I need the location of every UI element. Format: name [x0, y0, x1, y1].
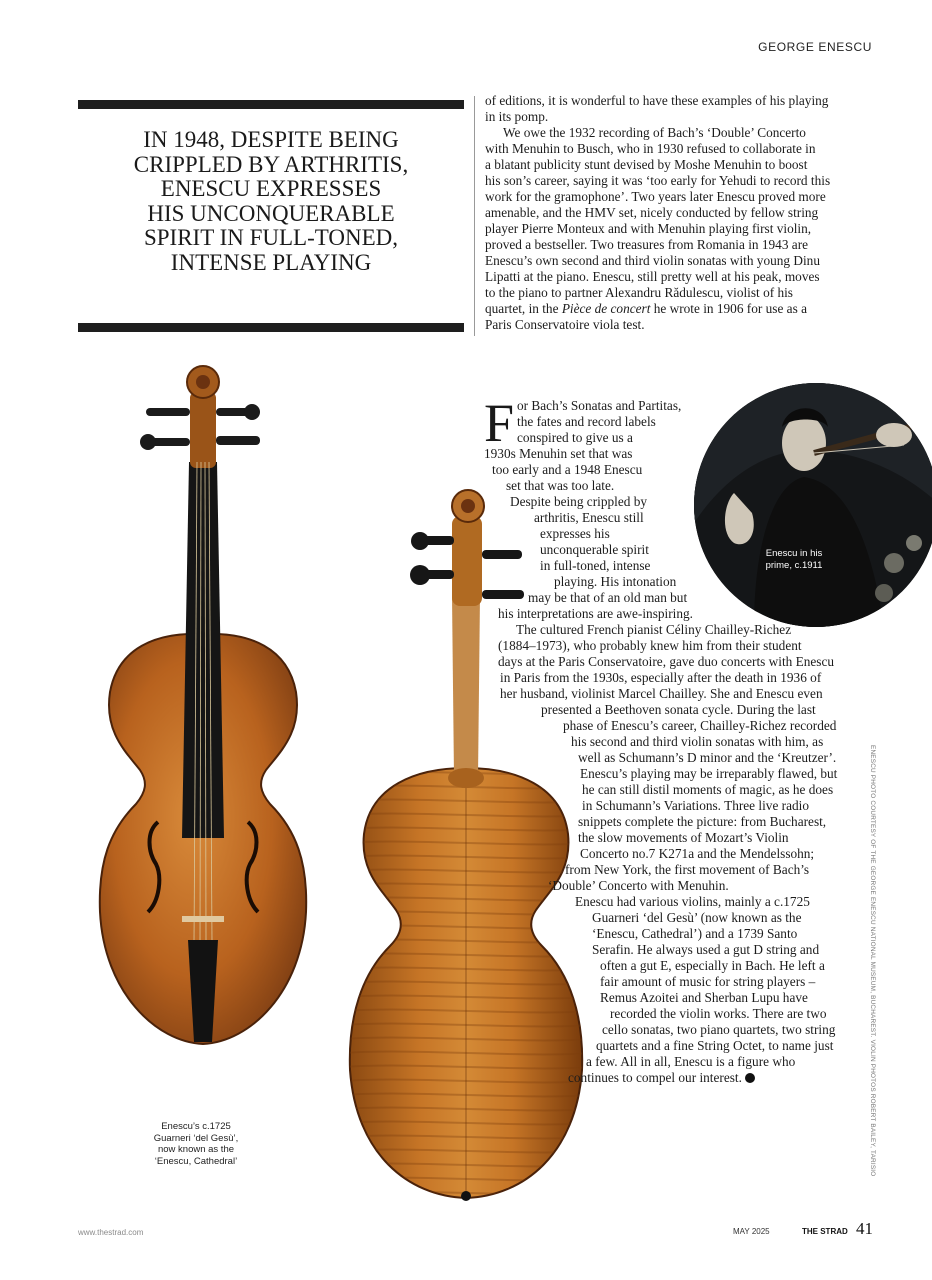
article-line: a blatant publicity stunt devised by Moshe Menuhin to boost: [485, 157, 808, 172]
pull-quote-line: INTENSE PLAYING: [170, 249, 372, 275]
article-line: Concerto no.7 K271a and the Mendelssohn;: [580, 846, 815, 861]
article-line: snippets complete the picture: from Bucharest,: [578, 814, 827, 829]
article-line: may be that of an old man but: [528, 590, 688, 605]
article-line: amenable, and the HMV set, nicely conducted by fellow string: [485, 205, 819, 220]
pull-quote-line: ENESCU EXPRESSES: [160, 176, 382, 202]
article-line: cello sonatas, two piano quartets, two string: [602, 1022, 836, 1037]
article-line: work for the gramophone’. Two years later Enescu proved more: [485, 189, 826, 204]
article-line: set that was too late.: [506, 478, 615, 493]
article-line-text: he wrote in 1906 for use as a: [650, 301, 807, 316]
article-line: Enescu had various violins, mainly a c.1725: [575, 894, 810, 909]
article-line: unconquerable spirit: [540, 542, 649, 557]
article-line: in full-toned, intense: [540, 558, 651, 573]
article-line: too early and a 1948 Enescu: [492, 462, 643, 477]
column-rule: [474, 96, 475, 336]
article-line: with Menuhin to Busch, who in 1930 refused to collaborate in: [485, 141, 816, 156]
article-line: his second and third violin sonatas with him, as: [571, 734, 824, 749]
article-line: proved a bestseller. Two treasures from Romania in 1943 are: [485, 237, 809, 252]
portrait-photo: [694, 383, 932, 627]
article-line: Serafin. He always used a gut D string and: [592, 942, 820, 957]
article-line: We owe the 1932 recording of Bach’s ‘Double’ Concerto: [503, 125, 806, 140]
article-line: (1884–1973), who probably knew him from their student: [498, 638, 802, 653]
pull-quote-top-rule: [78, 100, 464, 109]
article-line: ‘Enescu, Cathedral’) and a 1739 Santo: [592, 926, 798, 941]
footer-url: www.thestrad.com: [78, 1228, 144, 1237]
portrait-caption-line: prime, c.1911: [765, 559, 823, 571]
article-line: Enescu’s own second and third violin sonatas with young Dinu: [485, 253, 820, 268]
footer-date: MAY 2025: [733, 1227, 770, 1236]
photo-credit: ENESCU PHOTO COURTESY OF THE GEORGE ENESCU NATIONAL MUSEUM, BUCHAREST. VIOLIN PHOTOS ROBERT BAILEY, TARISIO: [869, 745, 876, 1177]
article-line: or Bach’s Sonatas and Partitas,: [517, 398, 682, 413]
article-line: player Pierre Monteux and with Menuhin playing first violin,: [485, 221, 812, 236]
section-label: GEORGE ENESCU: [758, 40, 872, 54]
article-line: ‘Double’ Concerto with Menuhin.: [548, 878, 729, 893]
violin-caption-line: Guarneri ‘del Gesù’,: [153, 1132, 239, 1144]
article-line: often a gut E, especially in Bach. He left a: [600, 958, 825, 973]
article-line: playing. His intonation: [554, 574, 677, 589]
violin-caption: [136, 1121, 256, 1167]
pull-quote: [78, 128, 464, 276]
article-line: arthritis, Enescu still: [534, 510, 644, 525]
article-line: Lipatti at the piano. Enescu, still pretty well at his peak, moves: [485, 269, 820, 284]
article-line: Despite being crippled by: [510, 494, 647, 509]
article-line: phase of Enescu’s career, Chailley-Richez recorded: [563, 718, 837, 733]
portrait-caption: [734, 548, 854, 571]
article-line: his interpretations are awe-inspiring.: [498, 606, 693, 621]
article-line: from New York, the first movement of Bach’s: [565, 862, 810, 877]
page-number: 41: [856, 1219, 873, 1238]
article-line: expresses his: [540, 526, 610, 541]
article-line: the fates and record labels: [517, 414, 656, 429]
violin-caption-line: Enescu’s c.1725: [161, 1121, 231, 1132]
article-line: a few. All in all, Enescu is a figure who: [586, 1054, 796, 1069]
footer-magazine: THE STRAD: [802, 1227, 848, 1236]
pull-quote-line: CRIPPLED BY ARTHRITIS,: [133, 151, 409, 177]
violin-caption-line: ‘Enescu, Cathedral’: [154, 1155, 238, 1167]
article-line: Remus Azoitei and Sherban Lupu have: [600, 990, 808, 1005]
article-line: of editions, it is wonderful to have these examples of his playing: [485, 93, 829, 108]
article-line: [568, 1070, 755, 1086]
article-line: in its pomp.: [485, 109, 549, 124]
article-line: quartets and a fine String Octet, to name just: [596, 1038, 834, 1053]
article-line: the slow movements of Mozart’s Violin: [578, 830, 789, 845]
article-line: he can still distil moments of magic, as he does: [582, 782, 834, 797]
drop-cap: F: [484, 393, 515, 453]
article-line-text: continues to compel our interest.: [568, 1070, 742, 1085]
article-line: 1930s Menuhin set that was: [484, 446, 633, 461]
end-mark-icon: [745, 1073, 755, 1083]
article-line-text: quartet, in the: [485, 301, 559, 316]
article-line: her husband, violinist Marcel Chailley. She and Enescu even: [500, 686, 823, 701]
violin-front-image: [96, 352, 310, 1052]
article-line: [485, 301, 807, 317]
article-line: in Schumann’s Variations. Three live radio: [582, 798, 809, 813]
article-line: Guarneri ‘del Gesù’ (now known as the: [592, 910, 802, 925]
violin-caption-line: now known as the: [157, 1144, 235, 1155]
article-line: Paris Conservatoire viola test.: [485, 317, 645, 332]
pull-quote-bottom-rule: [78, 323, 464, 332]
article-line: fair amount of music for string players –: [600, 974, 816, 989]
article-line: days at the Paris Conservatoire, gave duo concerts with Enescu: [498, 654, 835, 669]
pull-quote-line: HIS UNCONQUERABLE: [147, 200, 395, 226]
article-line: to the piano to partner Alexandru Rădulescu, violist of his: [485, 285, 793, 300]
portrait-photo-image: [694, 383, 932, 627]
article-line: recorded the violin works. There are two: [610, 1006, 827, 1021]
article-line: conspired to give us a: [517, 430, 633, 445]
article-line: presented a Beethoven sonata cycle. During the last: [541, 702, 816, 717]
article-line: in Paris from the 1930s, especially after the death in 1936 of: [500, 670, 822, 685]
pull-quote-line: SPIRIT IN FULL-TONED,: [143, 225, 399, 251]
article-line: well as Schumann’s D minor and the ‘Kreutzer’.: [578, 750, 837, 765]
pull-quote-line: IN 1948, DESPITE BEING: [143, 127, 399, 152]
portrait-caption-line: Enescu in his: [765, 548, 823, 559]
article-line: his son’s career, saying it was ‘too early for Yehudi to record this: [485, 173, 831, 188]
article-line: The cultured French pianist Céliny Chailley-Richez: [516, 622, 792, 637]
piece-title: Pièce de concert: [561, 301, 651, 316]
article-line: Enescu’s playing may be irreparably flawed, but: [580, 766, 838, 781]
